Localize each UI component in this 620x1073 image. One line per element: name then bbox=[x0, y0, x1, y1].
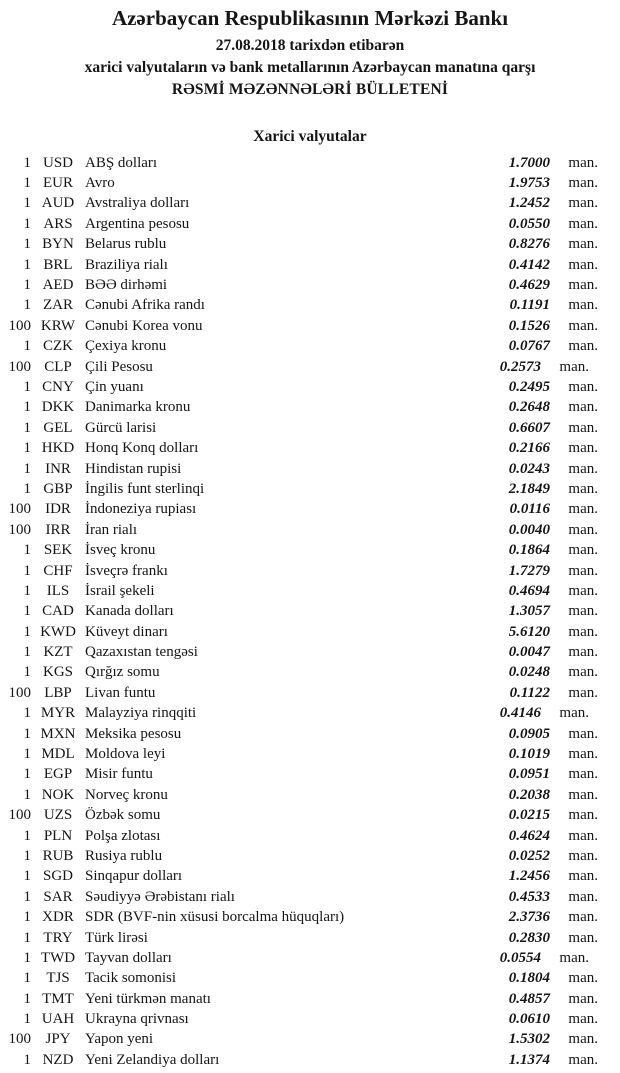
currency-name: Meksika pesosu bbox=[85, 725, 182, 742]
currency-name: Qırğız somu bbox=[85, 664, 160, 681]
currency-rate: 0.2495 bbox=[508, 378, 550, 395]
currency-rate: 0.1526 bbox=[508, 317, 550, 334]
currency-row bbox=[0, 459, 620, 479]
currency-quantity: 1 bbox=[23, 338, 31, 355]
currency-unit: man. bbox=[559, 949, 589, 966]
currency-row bbox=[0, 561, 620, 581]
currency-quantity: 100 bbox=[8, 1031, 31, 1048]
currency-rate: 0.0905 bbox=[508, 725, 550, 742]
currency-unit: man. bbox=[568, 297, 598, 314]
currency-unit: man. bbox=[568, 664, 598, 681]
currency-code: XDR bbox=[42, 909, 74, 926]
currency-row bbox=[0, 846, 620, 866]
currency-row bbox=[0, 989, 620, 1009]
currency-rate: 0.0610 bbox=[508, 1011, 550, 1028]
currency-name: Kanada dolları bbox=[85, 603, 174, 620]
currency-unit: man. bbox=[568, 990, 598, 1007]
currency-quantity: 1 bbox=[23, 990, 31, 1007]
currency-name: Honq Konq dolları bbox=[85, 440, 199, 457]
currency-unit: man. bbox=[559, 358, 589, 375]
currency-unit: man. bbox=[568, 725, 598, 742]
currency-rate: 0.2830 bbox=[508, 929, 550, 946]
currency-code: UAH bbox=[41, 1011, 75, 1028]
currency-name: SDR (BVF-nin xüsusi borcalma hüquqları) bbox=[85, 909, 345, 926]
currency-row bbox=[0, 948, 620, 968]
bulletin-title: RƏSMİ MƏZƏNNƏLƏRİ BÜLLETENİ bbox=[171, 81, 449, 98]
currency-name: Çili Pesosu bbox=[85, 358, 153, 375]
currency-quantity: 1 bbox=[23, 725, 31, 742]
currency-name: Rusiya rublu bbox=[85, 847, 163, 864]
currency-name: Küveyt dinarı bbox=[85, 623, 168, 640]
currency-code: MYR bbox=[40, 705, 76, 722]
currency-row bbox=[0, 153, 620, 173]
currency-unit: man. bbox=[568, 888, 598, 905]
currency-code: JPY bbox=[45, 1031, 71, 1048]
currency-unit: man. bbox=[568, 1031, 598, 1048]
currency-code: DKK bbox=[41, 399, 75, 416]
currency-quantity: 100 bbox=[8, 358, 31, 375]
currency-code: CLP bbox=[44, 358, 72, 375]
currency-unit: man. bbox=[568, 195, 598, 212]
currency-name: BƏƏ dirhəmi bbox=[85, 277, 168, 294]
currency-unit: man. bbox=[568, 338, 598, 355]
rates-table bbox=[0, 153, 620, 1071]
currency-row bbox=[0, 337, 620, 357]
currency-row bbox=[0, 438, 620, 458]
currency-rate: 2.1849 bbox=[508, 480, 550, 497]
currency-quantity: 1 bbox=[23, 480, 31, 497]
currency-unit: man. bbox=[568, 562, 598, 579]
currency-code: KRW bbox=[40, 317, 76, 334]
currency-rate: 0.0951 bbox=[508, 766, 550, 783]
currency-unit: man. bbox=[568, 929, 598, 946]
currency-name: Norveç kronu bbox=[85, 786, 168, 803]
currency-unit: man. bbox=[568, 1051, 598, 1068]
currency-rate: 0.0243 bbox=[508, 460, 550, 477]
bank-name-title: Azərbaycan Respublikasının Mərkəzi Bankı bbox=[111, 6, 509, 30]
currency-name: Livan funtu bbox=[85, 684, 156, 701]
currency-row bbox=[0, 806, 620, 826]
currency-quantity: 1 bbox=[23, 378, 31, 395]
currency-name: Ukrayna qrivnası bbox=[85, 1011, 189, 1028]
currency-name: Çin yuanı bbox=[85, 378, 144, 395]
currency-name: Malayziya rinqqiti bbox=[85, 705, 197, 722]
currency-rate: 1.9753 bbox=[508, 175, 550, 192]
currency-quantity: 1 bbox=[23, 297, 31, 314]
currency-quantity: 1 bbox=[23, 644, 31, 661]
currency-row bbox=[0, 235, 620, 255]
currency-row bbox=[0, 377, 620, 397]
currency-rate: 1.7279 bbox=[508, 562, 550, 579]
currency-rate: 0.0047 bbox=[508, 644, 550, 661]
currency-unit: man. bbox=[568, 215, 598, 232]
currency-code: ARS bbox=[43, 215, 73, 232]
currency-quantity: 1 bbox=[23, 582, 31, 599]
currency-name: Tacik somonisi bbox=[85, 970, 177, 987]
currency-rate: 0.2038 bbox=[508, 786, 550, 803]
currency-unit: man. bbox=[568, 378, 598, 395]
currency-code: USD bbox=[42, 154, 73, 171]
currency-quantity: 1 bbox=[23, 419, 31, 436]
bulletin-subtitle: xarici valyutaların və bank metallarının Azərbaycan manatına qarşı bbox=[84, 59, 536, 76]
currency-quantity: 1 bbox=[23, 949, 31, 966]
currency-code: CAD bbox=[42, 603, 74, 620]
currency-rate: 0.6607 bbox=[508, 419, 550, 436]
currency-row bbox=[0, 418, 620, 438]
currency-name: Polşa zlotası bbox=[85, 827, 161, 844]
currency-code: AUD bbox=[41, 195, 75, 212]
currency-unit: man. bbox=[568, 970, 598, 987]
currency-row bbox=[0, 704, 620, 724]
currency-code: RUB bbox=[42, 847, 74, 864]
currency-unit: man. bbox=[568, 460, 598, 477]
currency-unit: man. bbox=[568, 786, 598, 803]
currency-quantity: 1 bbox=[23, 909, 31, 926]
currency-rate: 0.1191 bbox=[509, 297, 550, 314]
currency-quantity: 1 bbox=[23, 154, 31, 171]
currency-quantity: 1 bbox=[23, 603, 31, 620]
currency-rate: 0.2166 bbox=[508, 440, 550, 457]
currency-code: AED bbox=[42, 277, 74, 294]
currency-unit: man. bbox=[568, 277, 598, 294]
currency-code: IDR bbox=[45, 501, 71, 518]
currency-quantity: 100 bbox=[8, 684, 31, 701]
currency-unit: man. bbox=[568, 623, 598, 640]
currency-rate: 0.0215 bbox=[508, 807, 550, 824]
currency-code: TJS bbox=[46, 970, 70, 987]
currency-quantity: 1 bbox=[23, 256, 31, 273]
currency-code: UZS bbox=[43, 807, 73, 824]
currency-quantity: 100 bbox=[8, 317, 31, 334]
currency-quantity: 1 bbox=[23, 440, 31, 457]
currency-quantity: 1 bbox=[23, 664, 31, 681]
currency-code: GBP bbox=[43, 480, 73, 497]
currency-row bbox=[0, 1050, 620, 1070]
currency-row bbox=[0, 826, 620, 846]
currency-unit: man. bbox=[568, 909, 598, 926]
currency-code: HKD bbox=[41, 440, 75, 457]
currency-name: Cənubi Korea vonu bbox=[85, 317, 203, 334]
currency-row bbox=[0, 540, 620, 560]
currency-quantity: 1 bbox=[23, 399, 31, 416]
currency-rate: 0.0116 bbox=[509, 501, 550, 518]
currency-name: Avro bbox=[85, 175, 115, 192]
currency-row bbox=[0, 744, 620, 764]
currency-name: Tayvan dolları bbox=[85, 949, 172, 966]
currency-rate: 1.3057 bbox=[508, 603, 550, 620]
currency-code: ZAR bbox=[43, 297, 73, 314]
currency-quantity: 1 bbox=[23, 746, 31, 763]
currency-code: MXN bbox=[40, 725, 76, 742]
currency-row bbox=[0, 887, 620, 907]
currency-quantity: 1 bbox=[23, 970, 31, 987]
currency-quantity: 1 bbox=[23, 868, 31, 885]
currency-quantity: 1 bbox=[23, 175, 31, 192]
currency-row bbox=[0, 663, 620, 683]
currency-row bbox=[0, 173, 620, 193]
currency-name: İngilis funt sterlinqi bbox=[85, 480, 205, 497]
currency-row bbox=[0, 969, 620, 989]
currency-row bbox=[0, 724, 620, 744]
currency-row bbox=[0, 296, 620, 316]
currency-name: Gürcü larisi bbox=[85, 419, 157, 436]
currency-rate: 0.4694 bbox=[508, 582, 550, 599]
currency-code: BYN bbox=[42, 236, 74, 253]
currency-rate: 0.0252 bbox=[508, 847, 550, 864]
currency-quantity: 100 bbox=[8, 807, 31, 824]
currency-rate: 1.1374 bbox=[508, 1051, 550, 1068]
currency-name: Qazaxıstan tengəsi bbox=[85, 644, 198, 661]
currency-name: Yapon yeni bbox=[85, 1031, 154, 1048]
currency-name: İran rialı bbox=[85, 521, 138, 538]
currency-unit: man. bbox=[568, 603, 598, 620]
currency-name: Cənubi Afrika randı bbox=[85, 297, 205, 314]
currency-name: Hindistan rupisi bbox=[85, 460, 182, 477]
currency-quantity: 1 bbox=[23, 847, 31, 864]
currency-quantity: 1 bbox=[23, 929, 31, 946]
currency-quantity: 1 bbox=[23, 888, 31, 905]
currency-rate: 1.5302 bbox=[508, 1031, 550, 1048]
currency-name: İsveçrə frankı bbox=[85, 562, 168, 579]
currency-unit: man. bbox=[568, 419, 598, 436]
currency-unit: man. bbox=[568, 684, 598, 701]
currency-rate: 0.4142 bbox=[508, 256, 550, 273]
currency-name: Braziliya rialı bbox=[85, 256, 168, 273]
currency-name: Səudiyyə Ərəbistanı rialı bbox=[85, 888, 235, 905]
currency-row bbox=[0, 622, 620, 642]
currency-unit: man. bbox=[568, 256, 598, 273]
currency-rate: 0.0248 bbox=[508, 664, 550, 681]
currency-name: Çexiya kronu bbox=[85, 338, 167, 355]
currency-name: Avstraliya dolları bbox=[85, 195, 190, 212]
currency-row bbox=[0, 275, 620, 295]
currency-code: BRL bbox=[43, 256, 73, 273]
currency-rate: 5.6120 bbox=[508, 623, 550, 640]
currency-row bbox=[0, 357, 620, 377]
currency-code: MDL bbox=[41, 746, 75, 763]
currency-row bbox=[0, 479, 620, 499]
currency-rate: 0.1864 bbox=[508, 542, 550, 559]
currency-unit: man. bbox=[568, 154, 598, 171]
currency-unit: man. bbox=[568, 399, 598, 416]
currency-unit: man. bbox=[568, 746, 598, 763]
currency-row bbox=[0, 214, 620, 234]
currency-code: NOK bbox=[41, 786, 75, 803]
currency-row bbox=[0, 683, 620, 703]
currency-code: CNY bbox=[42, 378, 74, 395]
currency-unit: man. bbox=[568, 1011, 598, 1028]
currency-rate: 2.3736 bbox=[508, 909, 550, 926]
effective-date-line: 27.08.2018 tarixdən etibarən bbox=[215, 37, 405, 54]
currency-quantity: 1 bbox=[23, 623, 31, 640]
currency-rate: 0.1019 bbox=[508, 746, 550, 763]
currency-unit: man. bbox=[568, 440, 598, 457]
currency-code: PLN bbox=[43, 827, 73, 844]
currency-row bbox=[0, 194, 620, 214]
currency-quantity: 1 bbox=[23, 705, 31, 722]
currency-code: GEL bbox=[43, 419, 73, 436]
currency-name: Özbək somu bbox=[85, 807, 161, 824]
currency-row bbox=[0, 255, 620, 275]
currency-quantity: 1 bbox=[23, 277, 31, 294]
currency-quantity: 1 bbox=[23, 460, 31, 477]
currency-code: CHF bbox=[43, 562, 73, 579]
currency-quantity: 1 bbox=[23, 236, 31, 253]
currency-row bbox=[0, 1009, 620, 1029]
currency-quantity: 1 bbox=[23, 215, 31, 232]
currency-code: IRR bbox=[45, 521, 71, 538]
currency-row bbox=[0, 602, 620, 622]
currency-quantity: 1 bbox=[23, 766, 31, 783]
currency-code: SAR bbox=[43, 888, 73, 905]
currency-rate: 1.2452 bbox=[508, 195, 550, 212]
currency-name: Argentina pesosu bbox=[85, 215, 190, 232]
currency-unit: man. bbox=[568, 827, 598, 844]
currency-code: KWD bbox=[40, 623, 76, 640]
currency-quantity: 1 bbox=[23, 827, 31, 844]
currency-unit: man. bbox=[568, 766, 598, 783]
currency-row bbox=[0, 928, 620, 948]
currency-row bbox=[0, 500, 620, 520]
currency-rate: 0.4624 bbox=[508, 827, 550, 844]
currency-name: Yeni türkmən manatı bbox=[85, 990, 211, 1007]
currency-rate: 1.2456 bbox=[508, 868, 550, 885]
currency-quantity: 1 bbox=[23, 542, 31, 559]
currency-quantity: 1 bbox=[23, 1051, 31, 1068]
currency-unit: man. bbox=[568, 317, 598, 334]
currency-rate: 0.0554 bbox=[499, 949, 541, 966]
currency-code: ILS bbox=[46, 582, 70, 599]
currency-code: TRY bbox=[43, 929, 73, 946]
currency-row bbox=[0, 581, 620, 601]
currency-code: LBP bbox=[44, 684, 72, 701]
currency-name: Türk lirəsi bbox=[85, 929, 148, 946]
currency-rate: 0.8276 bbox=[508, 236, 550, 253]
currency-unit: man. bbox=[568, 175, 598, 192]
currency-quantity: 1 bbox=[23, 1011, 31, 1028]
currency-rate: 0.0040 bbox=[508, 521, 550, 538]
currency-rate: 0.4857 bbox=[508, 990, 550, 1007]
currency-row bbox=[0, 907, 620, 927]
currency-row bbox=[0, 316, 620, 336]
currency-name: İndoneziya rupiası bbox=[85, 501, 197, 518]
currency-quantity: 1 bbox=[23, 195, 31, 212]
currency-quantity: 1 bbox=[23, 786, 31, 803]
currency-unit: man. bbox=[568, 521, 598, 538]
currency-unit: man. bbox=[568, 847, 598, 864]
currency-quantity: 100 bbox=[8, 501, 31, 518]
currency-code: KGS bbox=[42, 664, 73, 681]
currency-rate: 1.7000 bbox=[508, 154, 550, 171]
currency-name: İsrail şekeli bbox=[85, 582, 155, 599]
currency-code: EUR bbox=[43, 175, 73, 192]
currency-unit: man. bbox=[568, 807, 598, 824]
currency-quantity: 1 bbox=[23, 562, 31, 579]
currency-unit: man. bbox=[568, 644, 598, 661]
currency-name: Danimarka kronu bbox=[85, 399, 191, 416]
currency-row bbox=[0, 520, 620, 540]
currency-code: CZK bbox=[43, 338, 73, 355]
currency-code: EGP bbox=[43, 766, 73, 783]
currency-row bbox=[0, 1030, 620, 1050]
currency-name: İsveç kronu bbox=[85, 542, 156, 559]
currency-rate: 0.4629 bbox=[508, 277, 550, 294]
currency-unit: man. bbox=[568, 582, 598, 599]
currency-unit: man. bbox=[559, 705, 589, 722]
currency-code: KZT bbox=[43, 644, 73, 661]
currency-rate: 0.1804 bbox=[508, 970, 550, 987]
currency-rate: 0.4533 bbox=[508, 888, 550, 905]
currency-code: SEK bbox=[43, 542, 73, 559]
currency-code: TWD bbox=[40, 949, 76, 966]
currency-rate: 0.0767 bbox=[508, 338, 550, 355]
currency-rate: 0.0550 bbox=[508, 215, 550, 232]
currency-code: NZD bbox=[42, 1051, 74, 1068]
currency-name: ABŞ dolları bbox=[85, 154, 158, 171]
currency-row bbox=[0, 785, 620, 805]
currency-quantity: 100 bbox=[8, 521, 31, 538]
section-title-foreign-currencies: Xarici valyutalar bbox=[253, 128, 367, 145]
currency-unit: man. bbox=[568, 542, 598, 559]
currency-unit: man. bbox=[568, 501, 598, 518]
currency-name: Sinqapur dolları bbox=[85, 868, 183, 885]
currency-code: INR bbox=[45, 460, 71, 477]
currency-rate: 0.1122 bbox=[509, 684, 550, 701]
currency-name: Misir funtu bbox=[85, 766, 153, 783]
currency-row bbox=[0, 398, 620, 418]
currency-row bbox=[0, 642, 620, 662]
currency-unit: man. bbox=[568, 480, 598, 497]
currency-code: SGD bbox=[42, 868, 73, 885]
currency-row bbox=[0, 867, 620, 887]
currency-name: Belarus rublu bbox=[85, 236, 167, 253]
currency-unit: man. bbox=[568, 868, 598, 885]
currency-name: Moldova leyi bbox=[85, 746, 166, 763]
currency-rate: 0.4146 bbox=[499, 705, 541, 722]
currency-name: Yeni Zelandiya dolları bbox=[85, 1051, 220, 1068]
currency-unit: man. bbox=[568, 236, 598, 253]
currency-rate: 0.2648 bbox=[508, 399, 550, 416]
currency-row bbox=[0, 765, 620, 785]
currency-rate: 0.2573 bbox=[499, 358, 541, 375]
currency-code: TMT bbox=[42, 990, 74, 1007]
